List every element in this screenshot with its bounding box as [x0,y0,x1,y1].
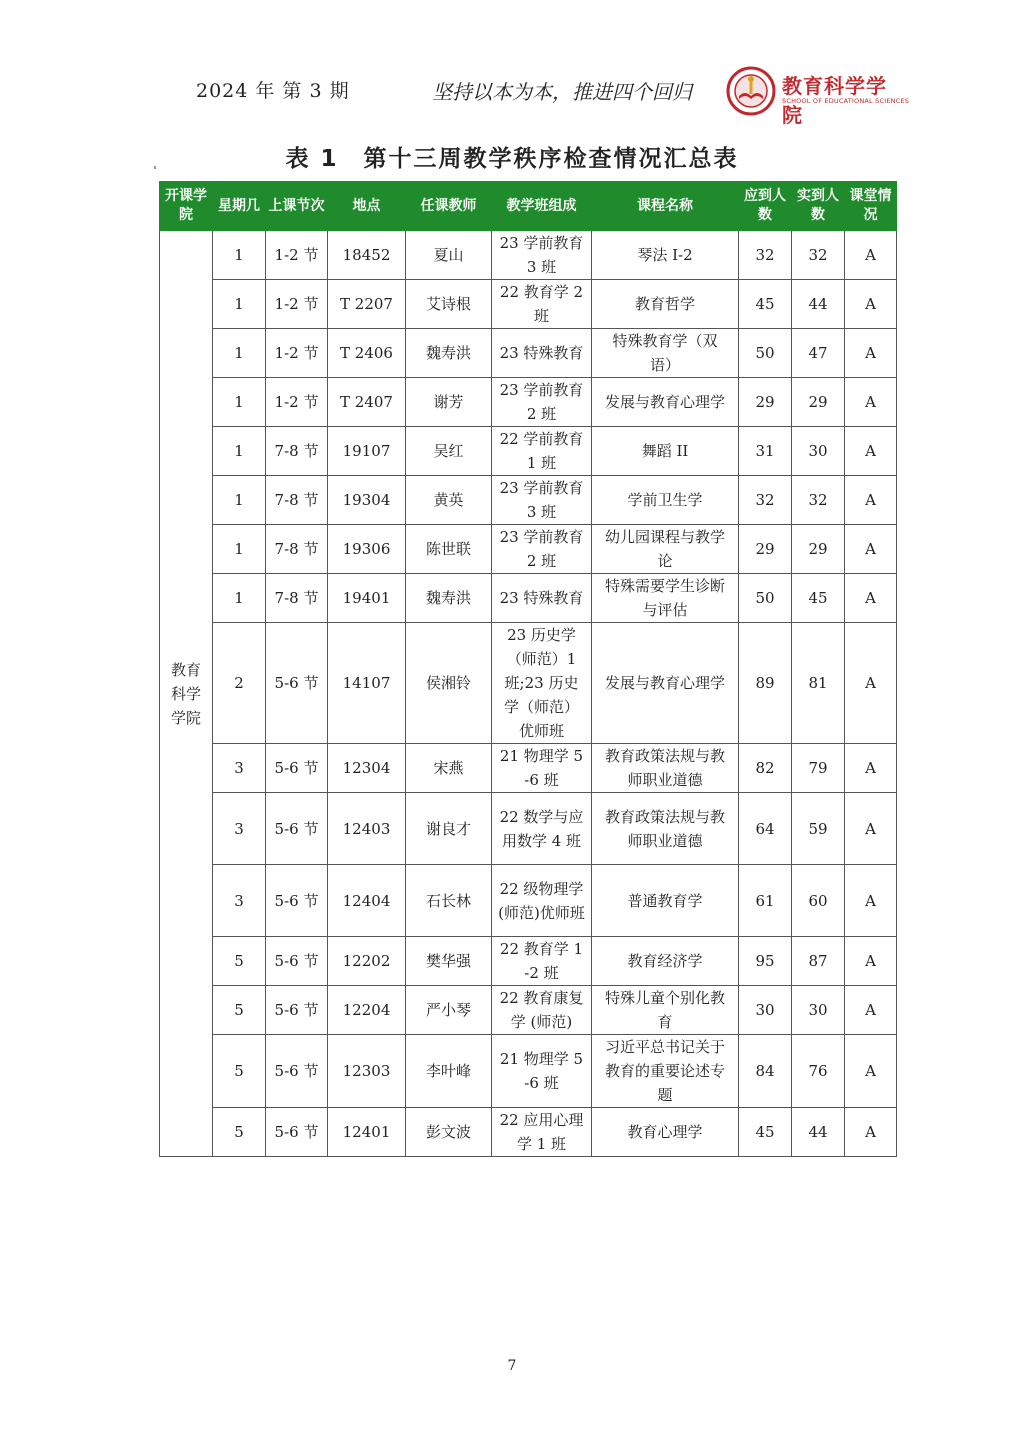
table-row [160,231,897,280]
scan-mark [154,166,156,169]
cell-day: 1 [213,378,266,427]
cell-day: 1 [213,427,266,476]
table-row [160,1108,897,1157]
col-header-department: 开课学院 [160,182,213,231]
col-header-actual: 实到人数 [792,182,845,231]
cell-actual: 30 [792,986,845,1035]
school-logo [726,66,910,127]
cell-expected: 82 [739,744,792,793]
cell-teacher: 黄英 [406,476,492,525]
cell-course: 发展与教育心理学 [592,623,739,744]
table-row [160,744,897,793]
cell-actual: 44 [792,280,845,329]
motto-text: 坚持以本为本，推进四个回归 [432,80,692,104]
cell-day: 3 [213,865,266,937]
cell-expected: 31 [739,427,792,476]
inspection-summary-table [159,181,897,1157]
cell-status: A [845,793,897,865]
cell-day: 1 [213,574,266,623]
cell-teacher: 李叶峰 [406,1035,492,1108]
cell-status: A [845,1108,897,1157]
cell-location: 14107 [328,623,406,744]
cell-status: A [845,280,897,329]
cell-actual: 79 [792,744,845,793]
cell-period: 7-8 节 [266,476,328,525]
cell-period: 1-2 节 [266,329,328,378]
cell-actual: 60 [792,865,845,937]
cell-class: 23 学前教育 2 班 [492,525,592,574]
cell-location: 19304 [328,476,406,525]
cell-location: 12403 [328,793,406,865]
cell-course: 教育心理学 [592,1108,739,1157]
col-header-course: 课程名称 [592,182,739,231]
cell-expected: 50 [739,574,792,623]
cell-teacher: 谢芳 [406,378,492,427]
cell-expected: 32 [739,231,792,280]
cell-actual: 81 [792,623,845,744]
cell-expected: 84 [739,1035,792,1108]
table-row [160,937,897,986]
cell-course: 教育政策法规与教师职业道德 [592,793,739,865]
cell-course: 学前卫生学 [592,476,739,525]
col-header-expected: 应到人数 [739,182,792,231]
cell-teacher: 陈世联 [406,525,492,574]
table-header-row [160,182,897,231]
cell-period: 1-2 节 [266,231,328,280]
cell-period: 7-8 节 [266,427,328,476]
col-header-period: 上课节次 [266,182,328,231]
cell-actual: 47 [792,329,845,378]
cell-course: 普通教育学 [592,865,739,937]
cell-actual: 32 [792,231,845,280]
cell-class: 22 教育学 1-2 班 [492,937,592,986]
logo-name: 教育科学学院 [782,74,887,127]
table-title: 表 1 第十三周教学秩序检查情况汇总表 [285,146,739,172]
cell-location: 12304 [328,744,406,793]
col-header-teacher: 任课教师 [406,182,492,231]
cell-expected: 29 [739,378,792,427]
cell-location: T 2406 [328,329,406,378]
cell-status: A [845,574,897,623]
col-header-location: 地点 [328,182,406,231]
cell-class: 22 应用心理学 1 班 [492,1108,592,1157]
cell-location: 19306 [328,525,406,574]
cell-class: 22 教育康复学 (师范) [492,986,592,1035]
cell-actual: 44 [792,1108,845,1157]
table-row [160,865,897,937]
cell-location: 19107 [328,427,406,476]
cell-location: 19401 [328,574,406,623]
cell-class: 23 学前教育 3 班 [492,476,592,525]
cell-status: A [845,427,897,476]
cell-actual: 45 [792,574,845,623]
cell-day: 5 [213,986,266,1035]
cell-day: 1 [213,329,266,378]
cell-teacher: 樊华强 [406,937,492,986]
cell-location: 12404 [328,865,406,937]
cell-status: A [845,744,897,793]
cell-expected: 50 [739,329,792,378]
cell-class: 23 历史学（师范）1 班;23 历史学（师范）优师班 [492,623,592,744]
cell-location: T 2207 [328,280,406,329]
cell-actual: 30 [792,427,845,476]
cell-location: 12204 [328,986,406,1035]
cell-teacher: 艾诗根 [406,280,492,329]
cell-class: 23 特殊教育 [492,574,592,623]
table-row [160,623,897,744]
page-number: 7 [507,1358,517,1374]
table-row [160,329,897,378]
table-row [160,525,897,574]
table-body [160,231,897,1157]
cell-class: 23 学前教育 2 班 [492,378,592,427]
cell-day: 5 [213,937,266,986]
table-row [160,986,897,1035]
cell-actual: 29 [792,525,845,574]
table-row [160,1035,897,1108]
cell-day: 2 [213,623,266,744]
cell-course: 幼儿园课程与教学论 [592,525,739,574]
cell-day: 3 [213,744,266,793]
cell-period: 7-8 节 [266,525,328,574]
cell-teacher: 魏寿洪 [406,329,492,378]
cell-period: 5-6 节 [266,1035,328,1108]
cell-expected: 30 [739,986,792,1035]
cell-expected: 64 [739,793,792,865]
cell-period: 7-8 节 [266,574,328,623]
cell-teacher: 彭文波 [406,1108,492,1157]
cell-teacher: 谢良才 [406,793,492,865]
cell-status: A [845,937,897,986]
cell-status: A [845,623,897,744]
cell-status: A [845,378,897,427]
cell-class: 22 学前教育 1 班 [492,427,592,476]
cell-location: 12303 [328,1035,406,1108]
cell-period: 5-6 节 [266,623,328,744]
table-row [160,476,897,525]
cell-class: 22 数学与应用数学 4 班 [492,793,592,865]
cell-course: 教育哲学 [592,280,739,329]
cell-expected: 32 [739,476,792,525]
cell-course: 特殊儿童个别化教育 [592,986,739,1035]
cell-status: A [845,476,897,525]
school-emblem-icon [726,66,776,116]
col-header-class: 教学班组成 [492,182,592,231]
cell-expected: 45 [739,280,792,329]
cell-period: 5-6 节 [266,744,328,793]
cell-day: 5 [213,1108,266,1157]
cell-location: 12202 [328,937,406,986]
table-row [160,574,897,623]
cell-period: 5-6 节 [266,986,328,1035]
cell-class: 22 级物理学(师范)优师班 [492,865,592,937]
cell-expected: 45 [739,1108,792,1157]
cell-location: 12401 [328,1108,406,1157]
cell-status: A [845,329,897,378]
cell-period: 5-6 节 [266,793,328,865]
cell-day: 1 [213,525,266,574]
cell-location: 18452 [328,231,406,280]
cell-teacher: 侯湘铃 [406,623,492,744]
cell-expected: 89 [739,623,792,744]
cell-department: 教育科学学院 [160,231,213,1157]
cell-status: A [845,231,897,280]
cell-day: 1 [213,476,266,525]
cell-teacher: 魏寿洪 [406,574,492,623]
cell-course: 琴法 I-2 [592,231,739,280]
col-header-status: 课堂情况 [845,182,897,231]
cell-status: A [845,525,897,574]
cell-teacher: 严小琴 [406,986,492,1035]
cell-period: 5-6 节 [266,1108,328,1157]
cell-day: 1 [213,231,266,280]
cell-status: A [845,986,897,1035]
cell-period: 1-2 节 [266,280,328,329]
cell-period: 5-6 节 [266,865,328,937]
cell-expected: 29 [739,525,792,574]
cell-actual: 32 [792,476,845,525]
page-header [0,74,1024,127]
table-row [160,280,897,329]
cell-actual: 59 [792,793,845,865]
cell-expected: 95 [739,937,792,986]
cell-course: 教育政策法规与教师职业道德 [592,744,739,793]
cell-day: 5 [213,1035,266,1108]
cell-day: 3 [213,793,266,865]
cell-actual: 76 [792,1035,845,1108]
cell-course: 舞蹈 II [592,427,739,476]
cell-course: 特殊教育学（双语） [592,329,739,378]
cell-day: 1 [213,280,266,329]
issue-label: 2024 年 第 3 期 [196,80,350,102]
cell-teacher: 宋燕 [406,744,492,793]
cell-course: 特殊需要学生诊断与评估 [592,574,739,623]
cell-course: 教育经济学 [592,937,739,986]
cell-course: 习近平总书记关于教育的重要论述专题 [592,1035,739,1108]
table-row [160,427,897,476]
cell-status: A [845,865,897,937]
logo-subtitle: SCHOOL OF EDUCATIONAL SCIENCES [782,97,910,105]
cell-class: 22 教育学 2 班 [492,280,592,329]
cell-class: 23 特殊教育 [492,329,592,378]
cell-actual: 29 [792,378,845,427]
cell-location: T 2407 [328,378,406,427]
col-header-day: 星期几 [213,182,266,231]
cell-period: 5-6 节 [266,937,328,986]
cell-teacher: 吴红 [406,427,492,476]
cell-class: 21 物理学 5-6 班 [492,744,592,793]
cell-actual: 87 [792,937,845,986]
cell-expected: 61 [739,865,792,937]
cell-class: 21 物理学 5-6 班 [492,1035,592,1108]
cell-teacher: 石长林 [406,865,492,937]
cell-teacher: 夏山 [406,231,492,280]
table-row [160,378,897,427]
cell-period: 1-2 节 [266,378,328,427]
table-row [160,793,897,865]
cell-status: A [845,1035,897,1108]
cell-course: 发展与教育心理学 [592,378,739,427]
cell-class: 23 学前教育 3 班 [492,231,592,280]
